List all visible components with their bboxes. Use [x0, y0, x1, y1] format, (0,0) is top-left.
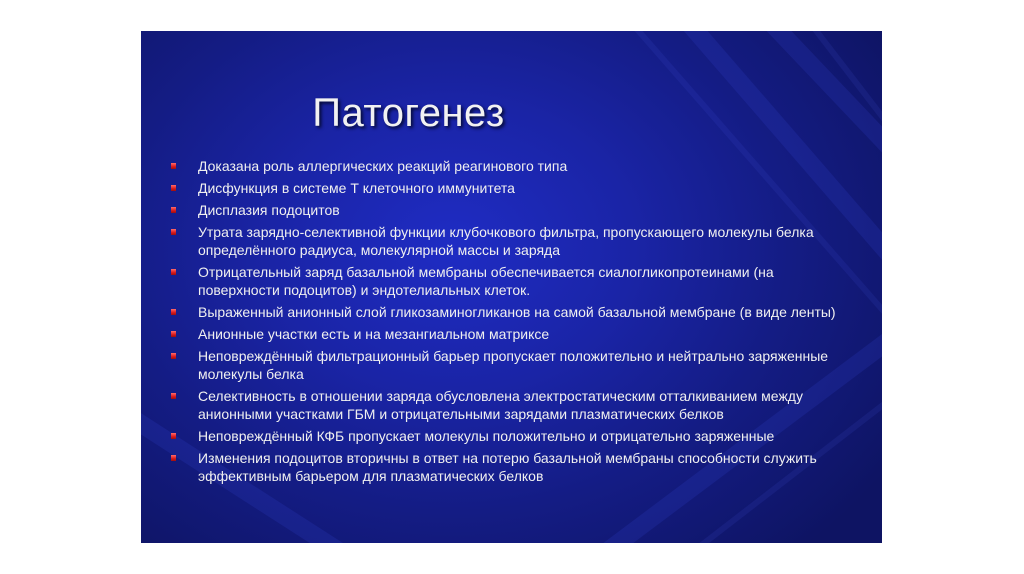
red-square-bullet-icon [171, 185, 176, 191]
red-square-bullet-icon [171, 229, 176, 235]
bullet-text: Селективность в отношении заряда обусловлена электростатическим отталкиванием между анионными участками ГБМ и отрицательными зарядами плазматических белков [198, 388, 803, 422]
bullet-text: Дисфункция в системе Т клеточного иммунитета [198, 180, 515, 196]
red-square-bullet-icon [171, 331, 176, 337]
red-square-bullet-icon [171, 309, 176, 315]
list-item [169, 449, 859, 485]
red-square-bullet-icon [171, 433, 176, 439]
bullet-text: Анионные участки есть и на мезангиальном матриксе [198, 326, 550, 342]
list-item [169, 347, 859, 383]
list-item [169, 387, 859, 423]
bullet-text: Утрата зарядно-селективной функции клубочкового фильтра, пропускающего молекулы белка определённого радиуса, молекулярной массы и заряда [198, 224, 814, 258]
red-square-bullet-icon [171, 163, 176, 169]
red-square-bullet-icon [171, 393, 176, 399]
red-square-bullet-icon [171, 455, 176, 461]
slide-title: Патогенез [312, 91, 505, 135]
red-square-bullet-icon [171, 353, 176, 359]
bullet-text: Неповреждённый КФБ пропускает молекулы положительно и отрицательно заряженные [198, 428, 775, 444]
red-square-bullet-icon [171, 207, 176, 213]
bullet-text: Доказана роль аллергических реакций реагинового типа [198, 158, 568, 174]
bullet-list [169, 157, 859, 489]
list-item [169, 201, 859, 219]
list-item [169, 263, 859, 299]
bullet-text: Дисплазия подоцитов [198, 202, 340, 218]
bullet-text: Выраженный анионный слой гликозаминогликанов на самой базальной мембране (в виде ленты) [198, 304, 836, 320]
list-item [169, 223, 859, 259]
red-square-bullet-icon [171, 269, 176, 275]
list-item [169, 427, 859, 445]
presentation-slide [141, 31, 882, 543]
bullet-text: Неповреждённый фильтрационный барьер пропускает положительно и нейтрально заряженные молекулы белка [198, 348, 829, 382]
list-item [169, 303, 859, 321]
list-item [169, 157, 859, 175]
list-item [169, 325, 859, 343]
bullet-text: Изменения подоцитов вторичны в ответ на потерю базальной мембраны способности служить эффективным барьером для плазматических белков [198, 450, 817, 484]
list-item [169, 179, 859, 197]
bullet-text: Отрицательный заряд базальной мембраны обеспечивается сиалогликопротеинами (на поверхности подоцитов) и эндотелиальных клеток. [198, 264, 774, 298]
